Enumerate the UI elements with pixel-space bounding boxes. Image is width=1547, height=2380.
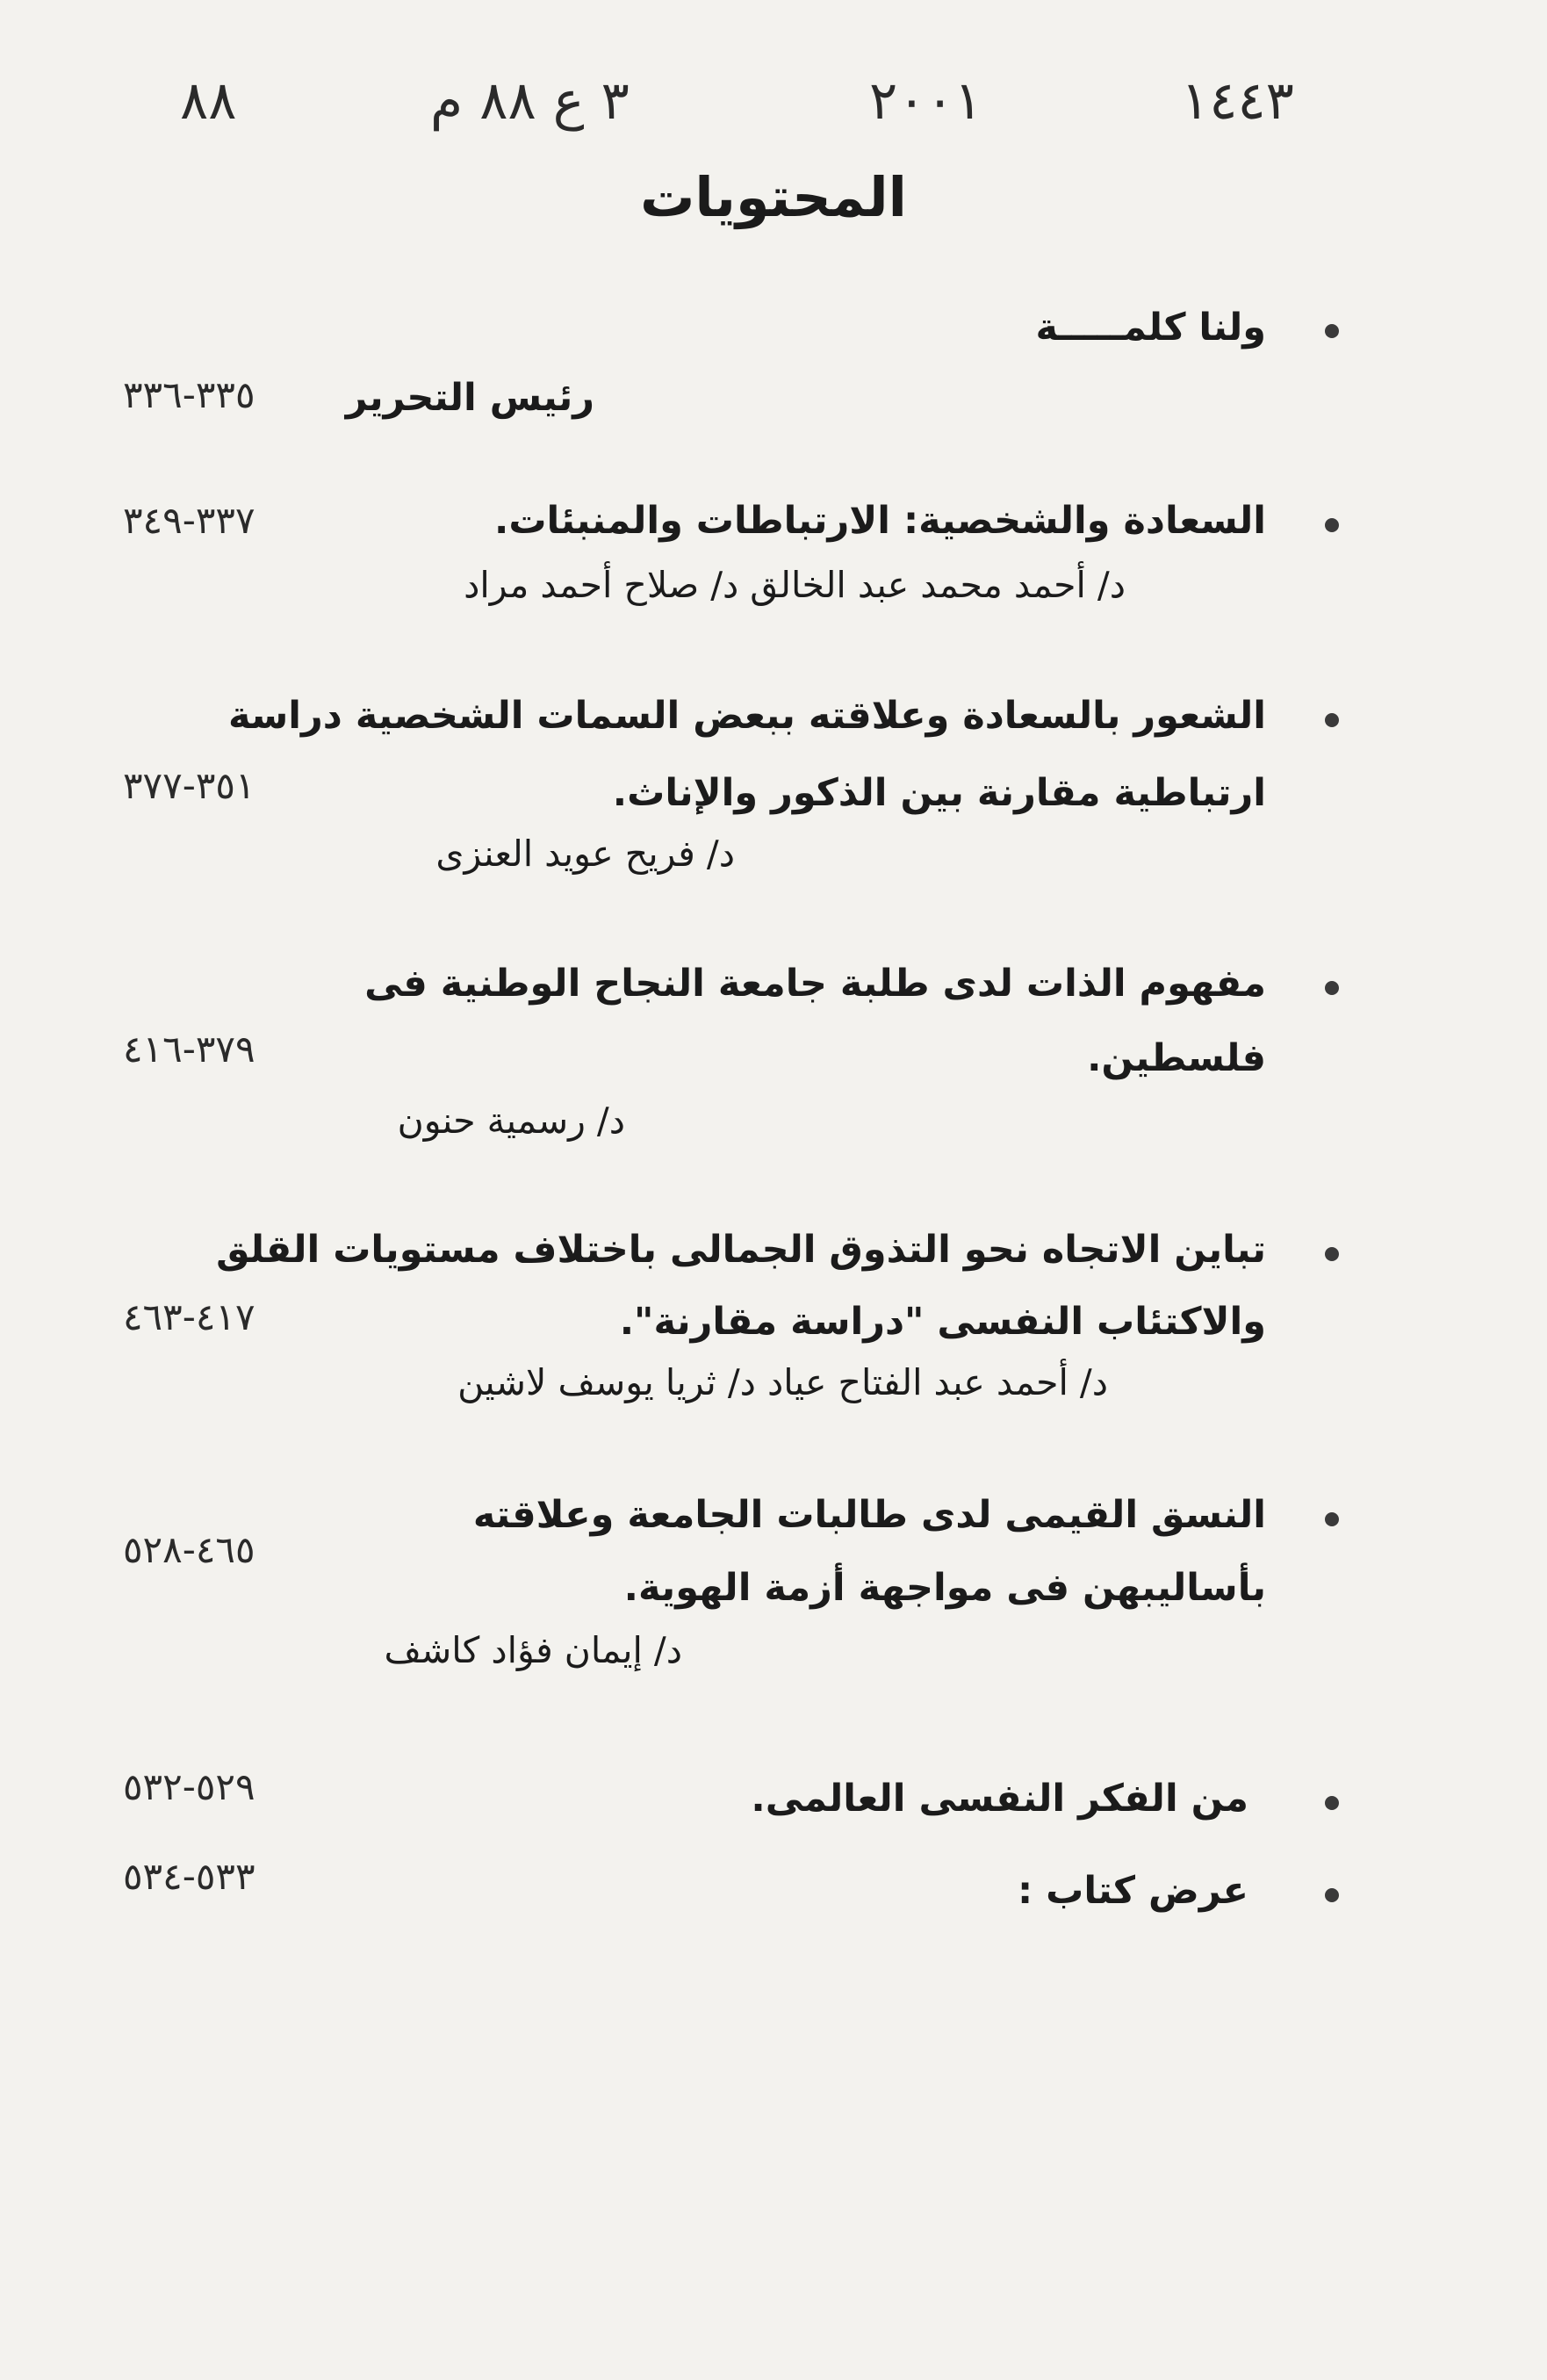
entry-pages: ٤١٧-٤٦٣	[123, 1295, 255, 1338]
handwritten-mark: ٢٠٠١	[869, 70, 982, 132]
bullet-icon	[1325, 324, 1339, 338]
entry-author: د/ أحمد محمد عبد الخالق د/ صلاح أحمد مراد	[464, 564, 1126, 606]
bullet-icon	[1325, 1796, 1339, 1810]
entry-pages: ٣٥١-٣٧٧	[123, 764, 255, 807]
entry-title: النسق القيمى لدى طالبات الجامعة وعلاقته	[472, 1493, 1266, 1537]
bullet-icon	[1325, 1512, 1339, 1526]
entry-title-cont: فلسطين.	[1087, 1036, 1266, 1080]
entry-title: من الفكر النفسى العالمى.	[751, 1777, 1248, 1821]
bullet-icon	[1325, 1888, 1339, 1902]
entry-title-cont: ارتباطية مقارنة بين الذكور والإناث.	[612, 771, 1266, 815]
entry-pages: ٣٣٧-٣٤٩	[123, 499, 255, 542]
entry-author: د/ فريح عويد العنزى	[435, 833, 735, 875]
entry-title: تباين الاتجاه نحو التذوق الجمالى باختلاف مستويات القلق	[216, 1228, 1266, 1272]
entry-title: ولنا كلمـــــة	[1035, 306, 1266, 350]
entry-author: د/ رسمية حنون	[397, 1100, 625, 1142]
handwritten-mark: ١٤٤٣	[1181, 70, 1294, 132]
entry-pages: ٣٣٥-٣٣٦	[123, 373, 255, 416]
handwritten-mark: ٨٨	[180, 70, 237, 132]
entry-title-cont: والاكتئاب النفسى "دراسة مقارنة".	[619, 1300, 1266, 1344]
handwritten-mark: ٣ ع ٨٨ م	[430, 70, 630, 132]
entry-title: عرض كتاب :	[1017, 1869, 1248, 1913]
page-title: المحتويات	[640, 165, 907, 229]
entry-pages: ٣٧٩-٤١٦	[123, 1028, 255, 1071]
bullet-icon	[1325, 1247, 1339, 1261]
entry-author: د/ إيمان فؤاد كاشف	[384, 1629, 682, 1671]
entry-pages: ٥٢٩-٥٣٢	[123, 1765, 255, 1808]
entry-title-cont: بأساليبهن فى مواجهة أزمة الهوية.	[623, 1566, 1266, 1610]
entry-author: رئيس التحرير	[345, 376, 594, 420]
entry-title: مفهوم الذات لدى طلبة جامعة النجاح الوطنية فى	[364, 962, 1266, 1006]
entry-author: د/ أحمد عبد الفتاح عياد د/ ثريا يوسف لاشين	[457, 1361, 1108, 1403]
entry-title: الشعور بالسعادة وعلاقته ببعض السمات الشخصية دراسة	[227, 694, 1266, 738]
entry-pages: ٤٦٥-٥٢٨	[123, 1528, 255, 1571]
entry-pages: ٥٣٣-٥٣٤	[123, 1855, 255, 1898]
bullet-icon	[1325, 713, 1339, 727]
entry-title: السعادة والشخصية: الارتباطات والمنبئات.	[494, 499, 1266, 543]
bullet-icon	[1325, 981, 1339, 995]
bullet-icon	[1325, 518, 1339, 532]
